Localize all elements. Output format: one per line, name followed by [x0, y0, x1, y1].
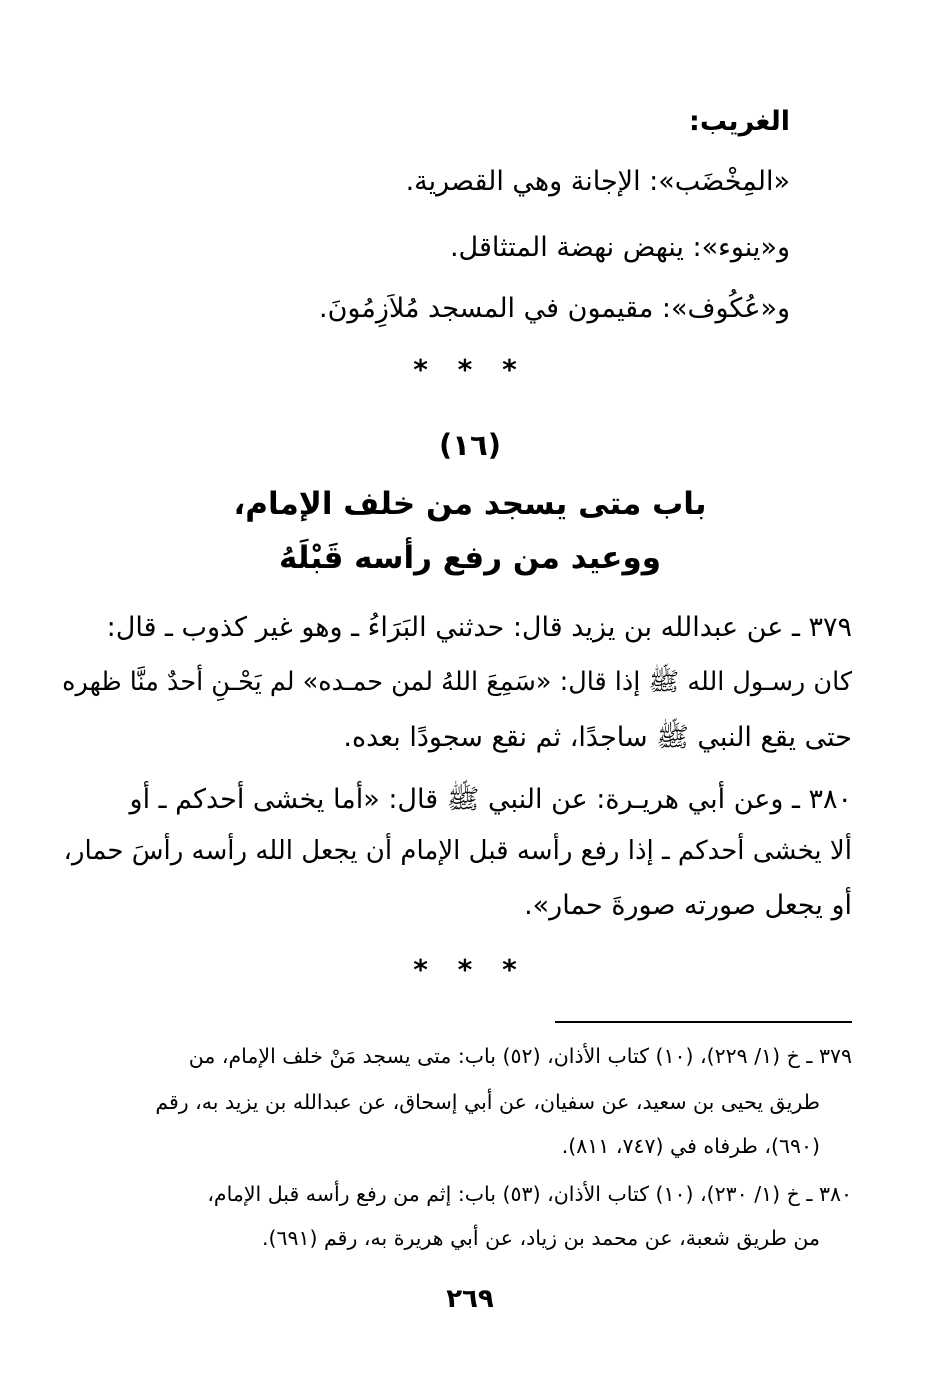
- section-separator: * * *: [413, 953, 527, 986]
- hadith-380-line: أو يجعل صورته صورةَ حمار».: [524, 890, 852, 921]
- gharib-line: و«ينوء»: ينهض نهضة المتثاقل.: [449, 232, 790, 263]
- footnote-379-line: طريق يحيى بن سعيد، عن سفيان، عن أبي إسحاق، عن عبدالله بن يزيد به، رقم: [155, 1090, 820, 1114]
- gharib-line: «المِخْضَب»: الإجانة وهي القصرية.: [405, 166, 790, 197]
- chapter-title-line-1: باب متى يسجد من خلف الإمام،: [233, 486, 707, 522]
- section-separator: * * *: [413, 353, 527, 386]
- page-number: ٢٦٩: [446, 1284, 494, 1314]
- hadith-380-line: ٣٨٠ ـ وعن أبي هريـرة: عن النبي ﷺ قال: «أما يخشى أحدكم ـ أو: [129, 784, 852, 815]
- footnote-380-line: من طريق شعبة، عن محمد بن زياد، عن أبي هريرة به، رقم (٦٩١).: [261, 1226, 820, 1250]
- footnote-379-line: (٦٩٠)، طرفاه في (٧٤٧، ٨١١).: [561, 1134, 820, 1158]
- hadith-379-line: ٣٧٩ ـ عن عبدالله بن يزيد قال: حدثني البَرَاءُ ـ وهو غير كذوب ـ قال:: [106, 612, 852, 643]
- hadith-379-line: حتى يقع النبي ﷺ ساجدًا، ثم نقع سجودًا بعده.: [343, 722, 852, 753]
- footnote-380-line: ٣٨٠ ـ خ (١/ ٢٣٠)، (١٠) كتاب الأذان، (٥٣) باب: إثم من رفع رأسه قبل الإمام،: [207, 1182, 852, 1206]
- footnote-379-line: ٣٧٩ ـ خ (١/ ٢٢٩)، (١٠) كتاب الأذان، (٥٢) باب: متى يسجد مَنْ خلف الإمام، من: [188, 1044, 852, 1068]
- gharib-line: و«عُكُوف»: مقيمون في المسجد مُلاَزِمُونَ.: [319, 293, 790, 324]
- hadith-380-line: ألا يخشى أحدكم ـ إذا رفع رأسه قبل الإمام أن يجعل الله رأسه رأسَ حمار،: [63, 836, 852, 866]
- hadith-379-line: كان رسـول الله ﷺ إذا قال: «سَمِعَ اللهُ لمن حمـده» لم يَحْـنِ أحدٌ منَّا ظهره: [62, 667, 852, 697]
- footnote-divider: [555, 1021, 852, 1023]
- chapter-number: (١٦): [439, 428, 501, 462]
- chapter-title-line-2: ووعيد من رفع رأسه قَبْلَهُ: [278, 540, 662, 576]
- gharib-heading: الغريب:: [689, 106, 790, 137]
